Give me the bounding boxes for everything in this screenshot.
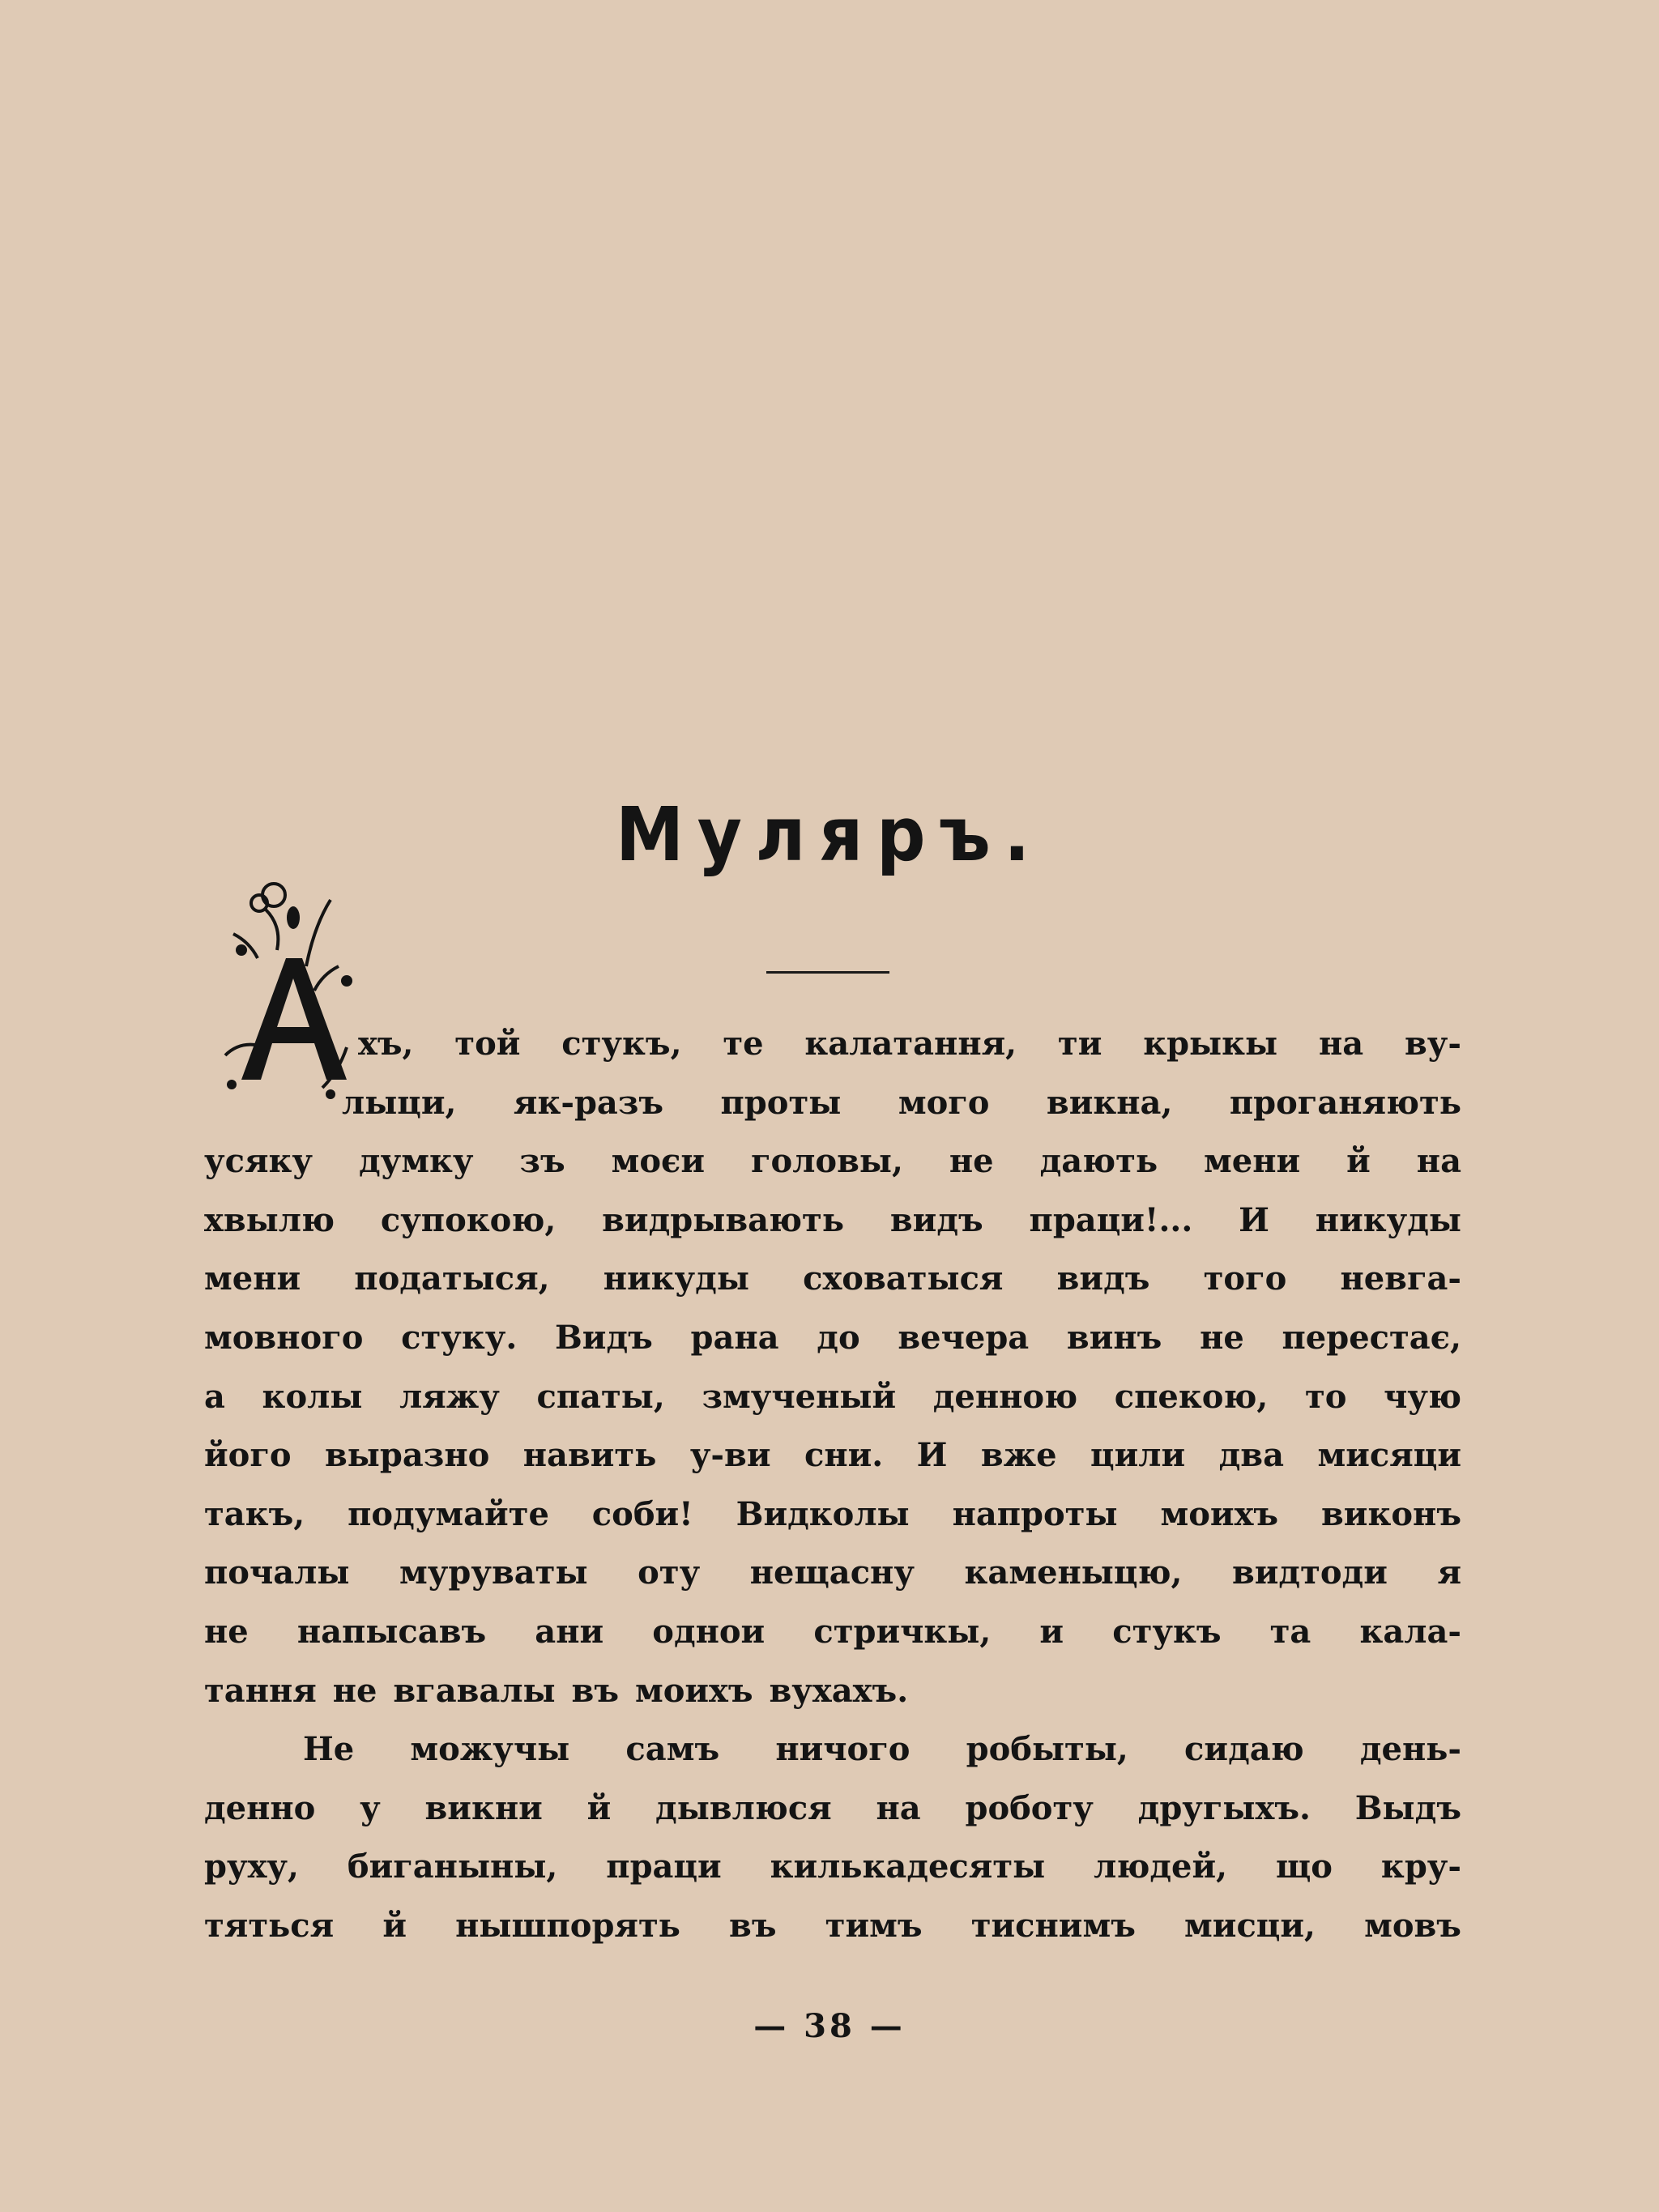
text-line: мовного стуку. Видъ рана до вечера винъ не перестає, bbox=[204, 1318, 1461, 1357]
text-line: хвылю супокою, видрывають видъ праци!... И никуды bbox=[204, 1200, 1461, 1239]
text-line: мени податыся, никуды сховатыся видъ того невга- bbox=[204, 1259, 1461, 1298]
text-line: хъ, той стукъ, те калатання, ти крыкы на ву- bbox=[358, 1025, 1461, 1063]
text-line: не напысавъ ани однои стричкы, и стукъ та кала- bbox=[204, 1612, 1461, 1651]
chapter-title: Муляръ. bbox=[615, 791, 1043, 878]
body-text bbox=[204, 1015, 1461, 1956]
text-line: руху, биганыны, праци килькадесяты людей, що кру- bbox=[204, 1848, 1461, 1886]
text-line: такъ, подумайте соби! Видколы напроты моихъ виконъ bbox=[204, 1494, 1461, 1533]
svg-text:А: А bbox=[209, 877, 210, 878]
text-line: тяться й нышпорять въ тимъ тиснимъ мисци, мовъ bbox=[204, 1906, 1461, 1945]
text-line: а колы ляжу спаты, змученый денною спекою, то чую bbox=[204, 1377, 1461, 1416]
text-line: почалы муруваты оту нещасну каменыцю, видтоди я bbox=[204, 1554, 1461, 1592]
title-rule bbox=[766, 971, 889, 974]
page-number: — 38 — bbox=[753, 2007, 906, 2045]
text-line: лыци, як-разъ проты мого викна, проганяють bbox=[342, 1083, 1461, 1122]
text-line: Не можучы самъ ничого робыты, сидаю день- bbox=[303, 1730, 1461, 1769]
text-line: тання не вгавалы въ моихъ вухахъ. bbox=[204, 1671, 909, 1710]
text-line: денно у викни й дывлюся на роботу другыхъ. Выдъ bbox=[204, 1788, 1461, 1827]
text-line: усяку думку зъ моєи головы, не дають мени й на bbox=[204, 1142, 1461, 1181]
text-line: його выразно навить у-ви сни. И вже цили два мисяци bbox=[204, 1436, 1461, 1475]
